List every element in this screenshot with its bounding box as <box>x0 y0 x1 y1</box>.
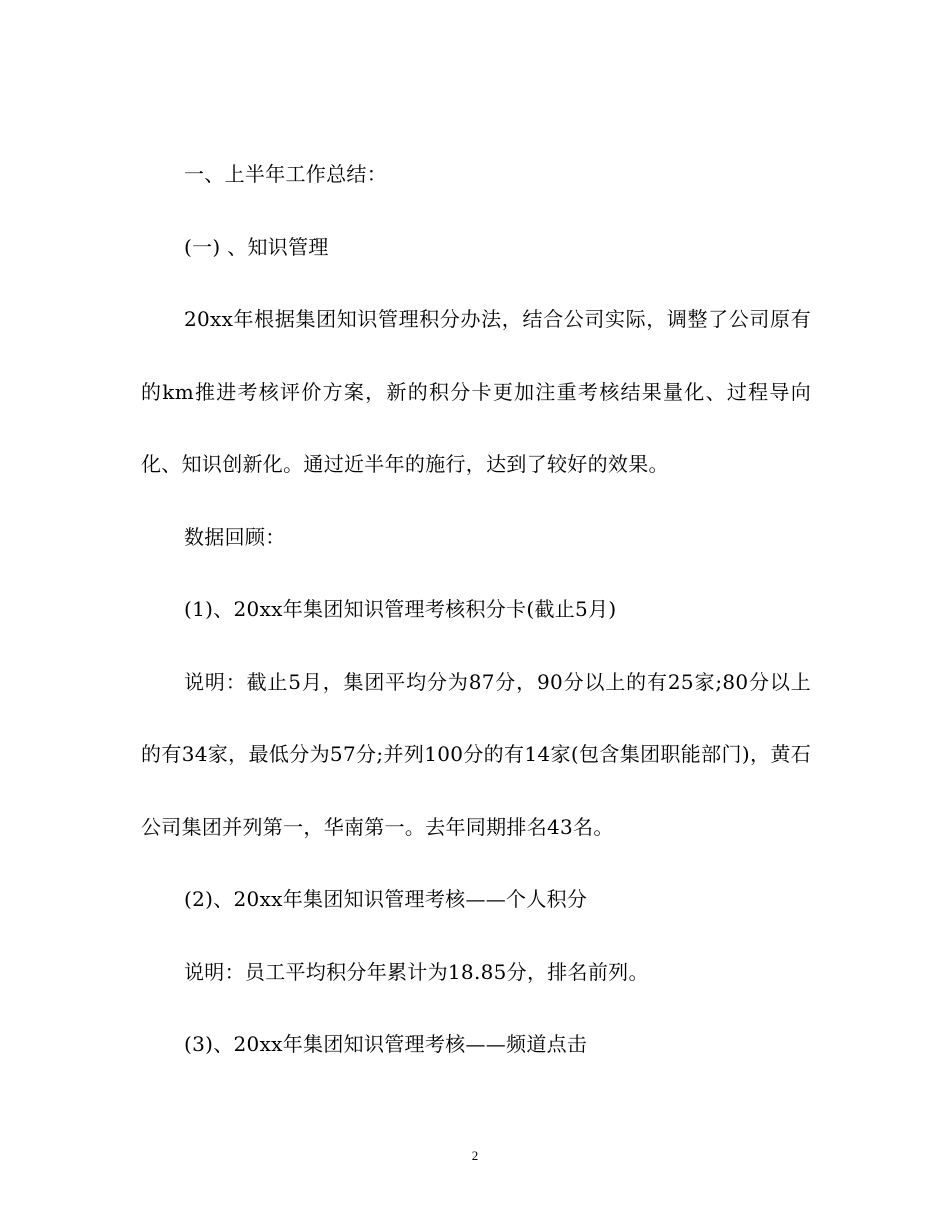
item-description-1: 说明：截止5月，集团平均分为87分，90分以上的有25家;80分以上的有34家，最低分为57分;并列100分的有14家(包含集团职能部门)，黄石公司集团并列第一，华南第一。去年同期排名43名。 <box>141 669 811 839</box>
item-heading-3: (3)、20xx年集团知识管理考核——频道点击 <box>184 1032 588 1056</box>
item-heading-2: (2)、20xx年集团知识管理考核——个人积分 <box>184 887 588 911</box>
page-number: 2 <box>471 1148 479 1163</box>
subsection-heading: (一) 、知识管理 <box>184 234 329 259</box>
document-body <box>141 138 811 1081</box>
data-review-heading: 数据回顾： <box>184 524 286 549</box>
section-heading: 一、上半年工作总结： <box>184 162 387 186</box>
body-paragraph: 20xx年根据集团知识管理积分办法，结合公司实际，调整了公司原有的km推进考核评价方案，新的积分卡更加注重考核结果量化、过程导向化、知识创新化。通过近半年的施行，达到了较好的效果。 <box>141 307 811 476</box>
item-heading-1: (1)、20xx年集团知识管理考核积分卡(截止5月) <box>184 597 617 621</box>
item-description-2: 说明：员工平均积分年累计为18.85分，排名前列。 <box>184 959 649 984</box>
